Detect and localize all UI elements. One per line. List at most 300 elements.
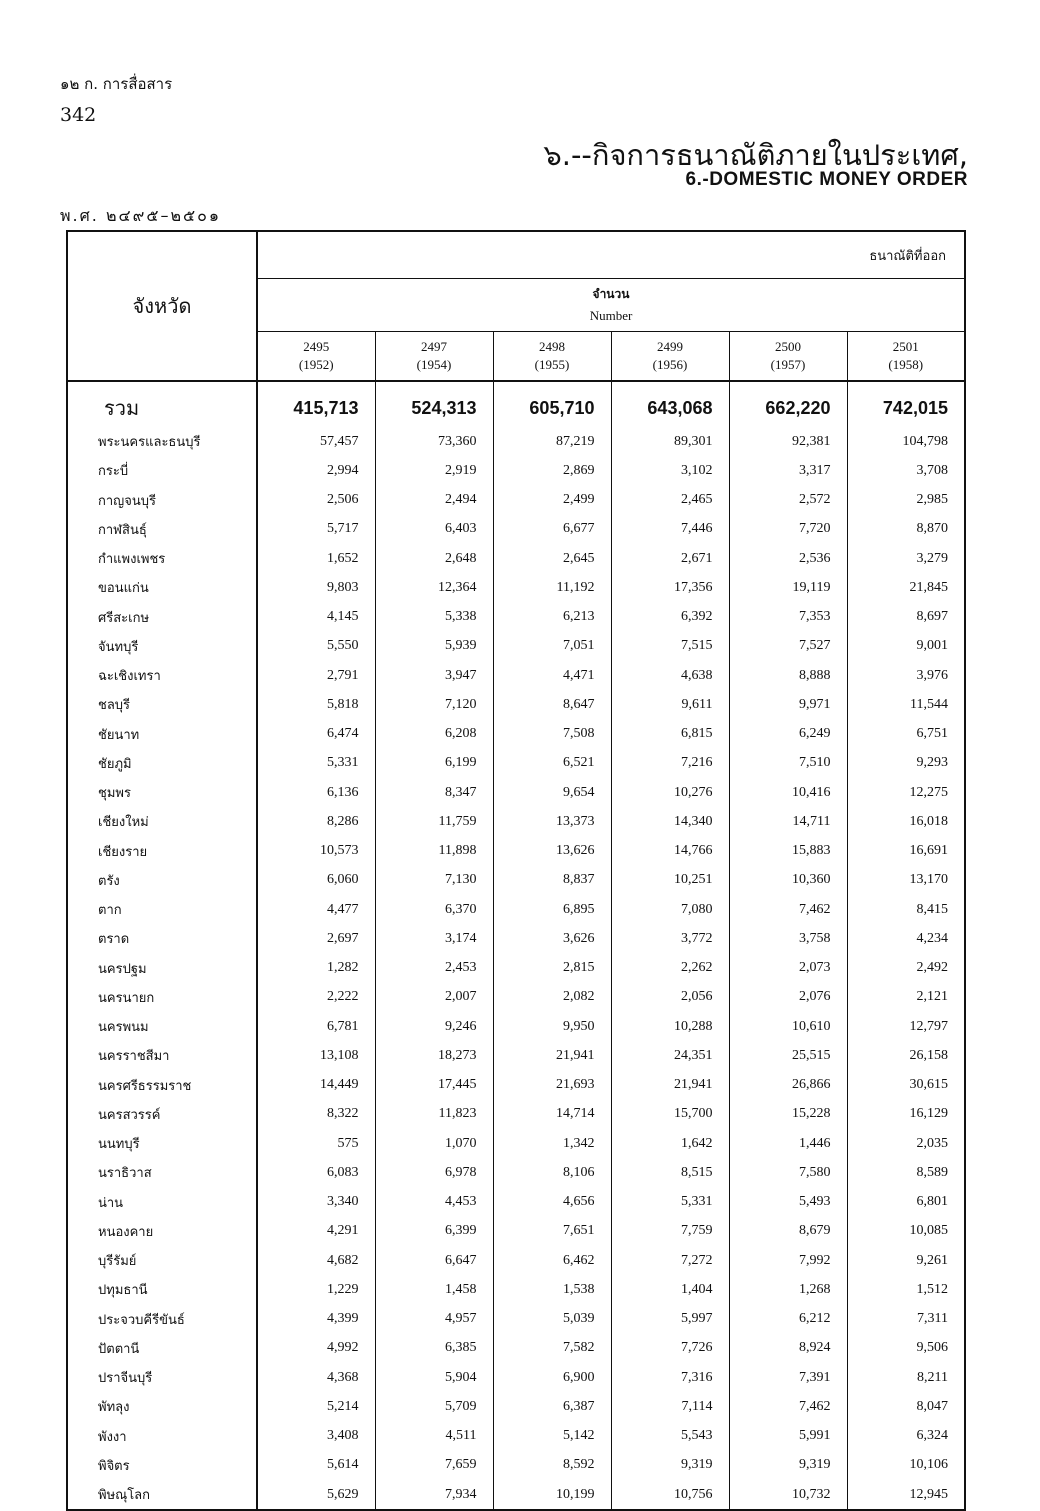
value-cell: 7,720 [729,515,847,544]
value-cell: 3,279 [847,544,965,573]
value-cell: 6,403 [375,515,493,544]
table-row [67,1158,965,1187]
value-cell: 415,713 [293,397,359,418]
value-cell: 5,338 [375,603,493,632]
province-name: ตรัง [67,866,257,895]
table-row [67,515,965,544]
province-name: นครศรีธรรมราช [67,1071,257,1100]
value-cell: 7,580 [729,1158,847,1187]
value-cell: 6,387 [493,1392,611,1421]
value-cell: 6,521 [493,749,611,778]
value-cell: 6,647 [375,1246,493,1275]
value-cell: 643,068 [611,381,729,427]
table-row [67,632,965,661]
province-name: หนองคาย [67,1217,257,1246]
province-name: บุรีรัมย์ [67,1246,257,1275]
value-cell: 12,945 [847,1480,965,1510]
period-label: พ.ศ. ๒๔๙๕–๒๕๐๑ [60,206,222,225]
value-cell: 5,991 [729,1422,847,1451]
table-row [67,1422,965,1451]
value-cell: 7,272 [611,1246,729,1275]
value-cell: 89,301 [611,427,729,456]
value-cell: 5,709 [375,1392,493,1421]
value-cell: 21,693 [493,1071,611,1100]
value-cell: 2,572 [729,486,847,515]
value-cell: 21,941 [611,1071,729,1100]
value-cell: 4,682 [327,1252,359,1268]
value-cell: 10,732 [729,1480,847,1510]
province-name: นครพนม [67,1012,257,1041]
value-cell: 7,311 [847,1305,965,1334]
year-ad: (1957) [770,357,806,372]
value-cell: 2,121 [847,983,965,1012]
province-name: ชัยภูมิ [67,749,257,778]
table-row [67,1129,965,1158]
value-cell: 6,370 [375,895,493,924]
value-cell: 1,229 [327,1281,359,1297]
value-cell: 17,445 [375,1071,493,1100]
table-row [67,778,965,807]
year-ad: (1952) [298,357,334,372]
value-cell: 6,399 [375,1217,493,1246]
value-cell: 6,392 [611,603,729,632]
value-cell: 10,610 [729,1012,847,1041]
number-header-english: Number [589,308,633,323]
value-cell: 6,751 [847,720,965,749]
value-cell: 3,317 [729,456,847,485]
value-cell: 2,791 [327,667,359,683]
table-body [67,381,965,1510]
province-name: ปราจีนบุรี [67,1363,257,1392]
value-cell: 9,950 [493,1012,611,1041]
value-cell: 1,538 [493,1275,611,1304]
value-cell: 7,130 [375,866,493,895]
value-cell: 11,823 [375,1100,493,1129]
table-row [67,954,965,983]
title-thai: ๖.--กิจการธนาณัติภายในประเทศ, [543,138,968,172]
year-header [847,332,965,382]
value-cell: 6,462 [493,1246,611,1275]
value-cell: 13,373 [493,807,611,836]
value-cell: 3,708 [847,456,965,485]
province-name: ชัยนาท [67,720,257,749]
value-cell: 14,449 [320,1077,359,1093]
value-cell: 17,356 [611,573,729,602]
value-cell: 3,626 [493,924,611,953]
province-name: น่าน [67,1188,257,1217]
value-cell: 6,781 [327,1018,359,1034]
value-cell: 13,626 [493,837,611,866]
province-name: นครนายก [67,983,257,1012]
value-cell: 104,798 [847,427,965,456]
value-cell: 4,145 [327,609,359,625]
value-cell: 8,347 [375,778,493,807]
table-row [67,1305,965,1334]
value-cell: 7,527 [729,632,847,661]
value-cell: 73,360 [375,427,493,456]
province-name: ตราด [67,924,257,953]
province-name: ชลบุรี [67,690,257,719]
province-name: เชียงราย [67,837,257,866]
value-cell: 16,691 [847,837,965,866]
value-cell: 6,385 [375,1334,493,1363]
value-cell: 2,222 [327,989,359,1005]
value-cell: 7,391 [729,1363,847,1392]
value-cell: 7,759 [611,1217,729,1246]
value-cell: 6,324 [847,1422,965,1451]
value-cell: 9,971 [729,690,847,719]
value-cell: 11,192 [493,573,611,602]
value-cell: 10,276 [611,778,729,807]
value-cell: 9,001 [847,632,965,661]
value-cell: 8,647 [493,690,611,719]
value-cell: 2,082 [493,983,611,1012]
value-cell: 4,638 [611,661,729,690]
value-cell: 21,941 [493,1041,611,1070]
table-row [67,486,965,515]
value-cell: 9,506 [847,1334,965,1363]
value-cell: 6,199 [375,749,493,778]
table-row [67,924,965,953]
value-cell: 8,589 [847,1158,965,1187]
province-name: พระนครและธนบุรี [67,427,257,456]
value-cell: 5,543 [611,1422,729,1451]
value-cell: 13,108 [320,1047,359,1063]
value-cell: 5,142 [493,1422,611,1451]
table-row [67,1334,965,1363]
value-cell: 14,340 [611,807,729,836]
value-cell: 1,642 [611,1129,729,1158]
value-cell: 6,677 [493,515,611,544]
province-name: นครสวรรค์ [67,1100,257,1129]
value-cell: 2,453 [375,954,493,983]
title-english: 6.-DOMESTIC MONEY ORDER [685,169,968,190]
value-cell: 1,070 [375,1129,493,1158]
value-cell: 6,474 [327,726,359,742]
value-cell: 7,510 [729,749,847,778]
section-tag: ๑๒ ก. การสื่อสาร [60,75,173,93]
value-cell: 26,866 [729,1071,847,1100]
value-cell: 87,219 [493,427,611,456]
value-cell: 2,919 [375,456,493,485]
value-cell: 7,659 [375,1451,493,1480]
value-cell: 26,158 [847,1041,965,1070]
province-name: พัทลุง [67,1392,257,1421]
province-name: ฉะเชิงเทรา [67,661,257,690]
value-cell: 9,611 [611,690,729,719]
value-cell: 7,353 [729,603,847,632]
value-cell: 9,293 [847,749,965,778]
value-cell: 8,924 [729,1334,847,1363]
value-cell: 9,654 [493,778,611,807]
value-cell: 3,947 [375,661,493,690]
value-cell: 575 [337,1135,359,1151]
value-cell: 1,458 [375,1275,493,1304]
table-row [67,837,965,866]
value-cell: 10,573 [320,843,359,859]
value-cell: 2,815 [493,954,611,983]
province-name: ปทุมธานี [67,1275,257,1304]
value-cell: 6,208 [375,720,493,749]
value-cell: 2,648 [375,544,493,573]
value-cell: 4,656 [493,1188,611,1217]
value-cell: 9,319 [611,1451,729,1480]
year-header [257,332,375,382]
value-cell: 7,726 [611,1334,729,1363]
value-cell: 6,815 [611,720,729,749]
value-cell: 9,803 [327,579,359,595]
value-cell: 3,772 [611,924,729,953]
value-cell: 5,331 [611,1188,729,1217]
year-ad: (1958) [888,357,924,372]
table-row [67,1100,965,1129]
value-cell: 10,085 [847,1217,965,1246]
value-cell: 7,651 [493,1217,611,1246]
province-name: นครปฐม [67,954,257,983]
table-row [67,456,965,485]
value-cell: 9,319 [729,1451,847,1480]
value-cell: 7,120 [375,690,493,719]
value-cell: 8,211 [847,1363,965,1392]
year-be: 2497 [421,339,447,354]
value-cell: 8,515 [611,1158,729,1187]
value-cell: 1,446 [729,1129,847,1158]
table-row [67,690,965,719]
province-name: ชุมพร [67,778,257,807]
value-cell: 12,275 [847,778,965,807]
table-row [67,544,965,573]
value-cell: 2,536 [729,544,847,573]
value-cell: 7,992 [729,1246,847,1275]
total-row [67,381,965,427]
value-cell: 5,214 [327,1398,359,1414]
value-cell: 21,845 [847,573,965,602]
table-row [67,1012,965,1041]
value-cell: 4,368 [327,1369,359,1385]
year-be: 2498 [539,339,565,354]
table-row [67,866,965,895]
value-cell: 7,114 [611,1392,729,1421]
value-cell: 10,288 [611,1012,729,1041]
value-cell: 5,550 [327,638,359,654]
province-name: นราธิวาส [67,1158,257,1187]
value-cell: 12,364 [375,573,493,602]
table-row [67,807,965,836]
table-row [67,1451,965,1480]
value-cell: 8,322 [327,1106,359,1122]
value-cell: 2,494 [375,486,493,515]
value-cell: 6,249 [729,720,847,749]
value-cell: 4,291 [327,1223,359,1239]
value-cell: 2,869 [493,456,611,485]
number-header-thai: จำนวน [592,287,630,301]
table-row [67,661,965,690]
value-cell: 5,039 [493,1305,611,1334]
table-header [67,231,965,381]
value-cell: 9,261 [847,1246,965,1275]
value-cell: 7,508 [493,720,611,749]
table-row [67,1363,965,1392]
value-cell: 14,714 [493,1100,611,1129]
value-cell: 5,614 [327,1457,359,1473]
issued-header: ธนาณัติที่ออก [257,231,965,279]
value-cell: 15,228 [729,1100,847,1129]
value-cell: 6,900 [493,1363,611,1392]
value-cell: 8,697 [847,603,965,632]
value-cell: 2,465 [611,486,729,515]
value-cell: 13,170 [847,866,965,895]
province-name: นครราชสีมา [67,1041,257,1070]
table-row [67,1041,965,1070]
total-label: รวม [67,381,257,427]
value-cell: 8,106 [493,1158,611,1187]
value-cell: 2,007 [375,983,493,1012]
value-cell: 3,408 [327,1428,359,1444]
value-cell: 2,035 [847,1129,965,1158]
value-cell: 2,645 [493,544,611,573]
province-name: กาญจนบุรี [67,486,257,515]
table-row [67,1071,965,1100]
value-cell: 7,316 [611,1363,729,1392]
value-cell: 2,492 [847,954,965,983]
value-cell: 1,404 [611,1275,729,1304]
value-cell: 9,246 [375,1012,493,1041]
value-cell: 24,351 [611,1041,729,1070]
value-cell: 8,415 [847,895,965,924]
year-header [375,332,493,382]
value-cell: 7,515 [611,632,729,661]
value-cell: 16,018 [847,807,965,836]
value-cell: 2,671 [611,544,729,573]
value-cell: 8,286 [327,813,359,829]
value-cell: 10,106 [847,1451,965,1480]
value-cell: 1,512 [847,1275,965,1304]
value-cell: 25,515 [729,1041,847,1070]
value-cell: 605,710 [493,381,611,427]
value-cell: 7,216 [611,749,729,778]
table-row [67,427,965,456]
value-cell: 7,080 [611,895,729,924]
province-name: พังงา [67,1422,257,1451]
year-header [493,332,611,382]
value-cell: 524,313 [375,381,493,427]
value-cell: 6,136 [327,784,359,800]
table-row [67,749,965,778]
table-row [67,1188,965,1217]
value-cell: 15,700 [611,1100,729,1129]
value-cell: 6,212 [729,1305,847,1334]
value-cell: 5,904 [375,1363,493,1392]
province-name: ศรีสะเกษ [67,603,257,632]
value-cell: 11,544 [847,690,965,719]
value-cell: 19,119 [729,573,847,602]
value-cell: 10,360 [729,866,847,895]
value-cell: 11,898 [375,837,493,866]
value-cell: 3,174 [375,924,493,953]
year-ad: (1955) [534,357,570,372]
year-header [611,332,729,382]
value-cell: 7,446 [611,515,729,544]
value-cell: 6,083 [327,1164,359,1180]
value-cell: 5,997 [611,1305,729,1334]
value-cell: 10,416 [729,778,847,807]
value-cell: 4,992 [327,1340,359,1356]
value-cell: 2,076 [729,983,847,1012]
value-cell: 4,399 [327,1311,359,1327]
value-cell: 5,629 [257,1480,375,1510]
money-order-table [66,230,966,1511]
province-name: ขอนแก่น [67,573,257,602]
value-cell: 5,717 [327,521,359,537]
value-cell: 3,102 [611,456,729,485]
value-cell: 92,381 [729,427,847,456]
year-be: 2500 [775,339,801,354]
value-cell: 3,758 [729,924,847,953]
value-cell: 2,697 [327,930,359,946]
value-cell: 8,870 [847,515,965,544]
value-cell: 6,213 [493,603,611,632]
number-header [257,279,965,332]
province-name: จันทบุรี [67,632,257,661]
table-row [67,603,965,632]
province-name: ปัตตานี [67,1334,257,1363]
value-cell: 2,994 [327,462,359,478]
value-cell: 6,060 [327,872,359,888]
province-name: เชียงใหม่ [67,807,257,836]
table-row [67,1217,965,1246]
value-cell: 6,801 [847,1188,965,1217]
province-name: พิจิตร [67,1451,257,1480]
province-name: ตาก [67,895,257,924]
value-cell: 18,273 [375,1041,493,1070]
value-cell: 742,015 [847,381,965,427]
value-cell: 4,234 [847,924,965,953]
value-cell: 4,477 [327,901,359,917]
value-cell: 6,978 [375,1158,493,1187]
value-cell: 10,756 [611,1480,729,1510]
value-cell: 1,268 [729,1275,847,1304]
value-cell: 7,582 [493,1334,611,1363]
table-row [67,983,965,1012]
value-cell: 10,251 [611,866,729,895]
table-row [67,1392,965,1421]
year-be: 2501 [892,339,919,354]
value-cell: 30,615 [847,1071,965,1100]
value-cell: 2,499 [493,486,611,515]
value-cell: 1,652 [327,550,359,566]
table-row [67,720,965,749]
value-cell: 7,462 [729,1392,847,1421]
value-cell: 7,051 [493,632,611,661]
value-cell: 14,711 [729,807,847,836]
province-name: กาฬสินธุ์ [67,515,257,544]
value-cell: 5,331 [327,755,359,771]
value-cell: 14,766 [611,837,729,866]
value-cell: 16,129 [847,1100,965,1129]
value-cell: 1,342 [493,1129,611,1158]
value-cell: 4,471 [493,661,611,690]
province-name: กระบี่ [67,456,257,485]
page-number: 342 [60,104,97,126]
value-cell: 2,985 [847,486,965,515]
value-cell: 2,056 [611,983,729,1012]
value-cell: 5,818 [327,696,359,712]
province-name: พิษณุโลก [67,1480,257,1510]
value-cell: 8,888 [729,661,847,690]
table-row [67,895,965,924]
value-cell: 12,797 [847,1012,965,1041]
province-name: นนทบุรี [67,1129,257,1158]
